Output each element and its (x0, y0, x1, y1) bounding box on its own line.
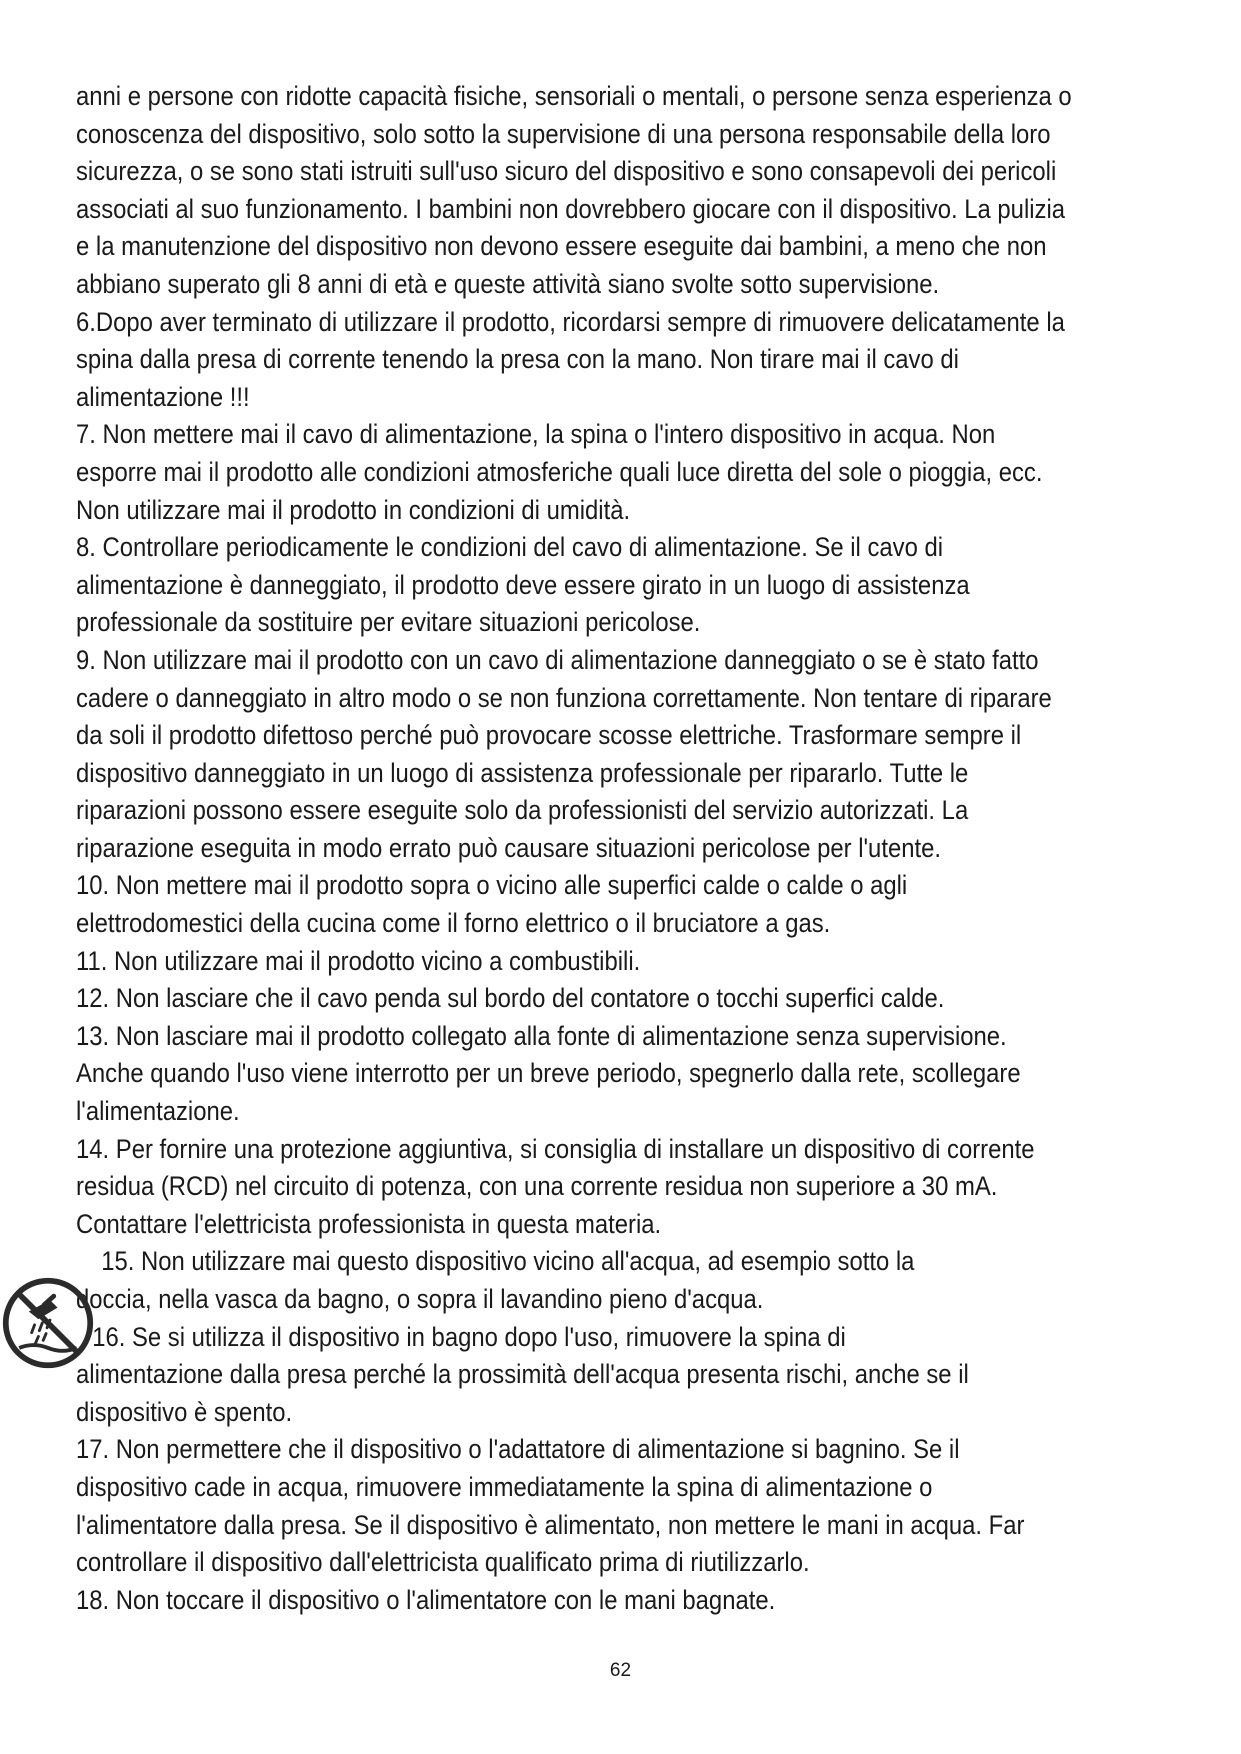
paragraph-item-17: 17. Non permettere che il dispositivo o l'adattatore di alimentazione si bagnino. Se il dispositivo cade in acqua, rimuovere immediatamente la spina di alimentazione o l'alimentatore dalla presa. Se il dispositivo è alimentato, non mettere le mani in acqua. Far controllare il dispositivo dall'elettricista qualificato prima di riutilizzarlo. (76, 1434, 1025, 1578)
paragraph-item-11: 11. Non utilizzare mai il prodotto vicino a combustibili. (76, 945, 641, 976)
paragraph-item-6: 6.Dopo aver terminato di utilizzare il prodotto, ricordarsi sempre di rimuovere delicatamente la spina dalla presa di corrente tenendo la presa con la mano. Non tirare mai il cavo di alimentazione !!! (76, 306, 1065, 412)
paragraph-item-14: 14. Per fornire una protezione aggiuntiva, si consiglia di installare un dispositivo di corrente residua (RCD) nel circuito di potenza, con una corrente residua non superiore a 30 mA. Contattare l'elettricista professionista in questa materia. (76, 1133, 1035, 1239)
paragraph-item-15 (76, 1243, 1075, 1318)
paragraph-item-9: 9. Non utilizzare mai il prodotto con un cavo di alimentazione danneggiato o se è stato fatto cadere o danneggiato in altro modo o se non funziona correttamente. Non tentare di riparare da soli il prodotto difettoso perché può provocare scosse elettriche. Trasformare sempre il dispositivo danneggiato in un luogo di assistenza professionale per ripararlo. Tutte le riparazioni possono essere eseguite solo da professionisti del servizio autorizzati. La riparazione eseguita in modo errato può causare situazioni pericolose per l'utente. (76, 644, 1052, 863)
paragraph-item-16 (76, 1319, 1075, 1432)
item-16-rest: alimentazione dalla presa perché la prossimità dell'acqua presenta rischi, anche se il dispositivo è spento. (76, 1359, 969, 1427)
paragraph-item-18: 18. Non toccare il dispositivo o l'alimentatore con le mani bagnate. (76, 1584, 776, 1615)
no-water-shower-icon (0, 1275, 96, 1371)
paragraph-item-10: 10. Non mettere mai il prodotto sopra o vicino alle superfici calde o calde o agli elettrodomestici della cucina come il forno elettrico o il bruciatore a gas. (76, 870, 908, 939)
paragraph-item-12: 12. Non lasciare che il cavo penda sul bordo del contatore o tocchi superfici calde. (76, 983, 945, 1014)
item-15-line-1: 15. Non utilizzare mai questo dispositivo vicino all'acqua, ad esempio sotto la (101, 1246, 915, 1277)
paragraph-item-7: 7. Non mettere mai il cavo di alimentazione, la spina o l'intero dispositivo in acqua. Non esporre mai il prodotto alle condizioni atmosferiche quali luce diretta del sole o pioggia, ecc. Non utilizzare mai il prodotto in condizioni di umidità. (76, 419, 1043, 525)
manual-page-body (76, 78, 1075, 1619)
item-15-line-2: doccia, nella vasca da bagno, o sopra il lavandino pieno d'acqua. (76, 1284, 764, 1314)
paragraph-item-13: 13. Non lasciare mai il prodotto collegato alla fonte di alimentazione senza supervisione. Anche quando l'uso viene interrotto per un breve periodo, spegnerlo dalla rete, scollegare l'alimentazione. (76, 1020, 1021, 1127)
paragraph-item-8: 8. Controllare periodicamente le condizioni del cavo di alimentazione. Se il cavo di alimentazione è danneggiato, il prodotto deve essere girato in un luogo di assistenza professionale da sostituire per evitare situazioni pericolose. (76, 532, 970, 638)
page-number: 62 (609, 1660, 632, 1681)
paragraph-intro: anni e persone con ridotte capacità fisiche, sensoriali o mentali, o persone senza esperienza o conoscenza del dispositivo, solo sotto la supervisione di una persona responsabile della loro sicurezza, o se sono stati istruiti sull'uso sicuro del dispositivo e sono consapevoli dei pericoli associati al suo funzionamento. I bambini non dovrebbero giocare con il dispositivo. La pulizia e la manutenzione del dispositivo non devono essere eseguite dai bambini, a meno che non abbiano superato gli 8 anni di età e queste attività siano svolte sotto supervisione. (76, 81, 1072, 299)
item-16-line-1: 16. Se si utilizza il dispositivo in bagno dopo l'uso, rimuovere la spina di (92, 1321, 846, 1352)
